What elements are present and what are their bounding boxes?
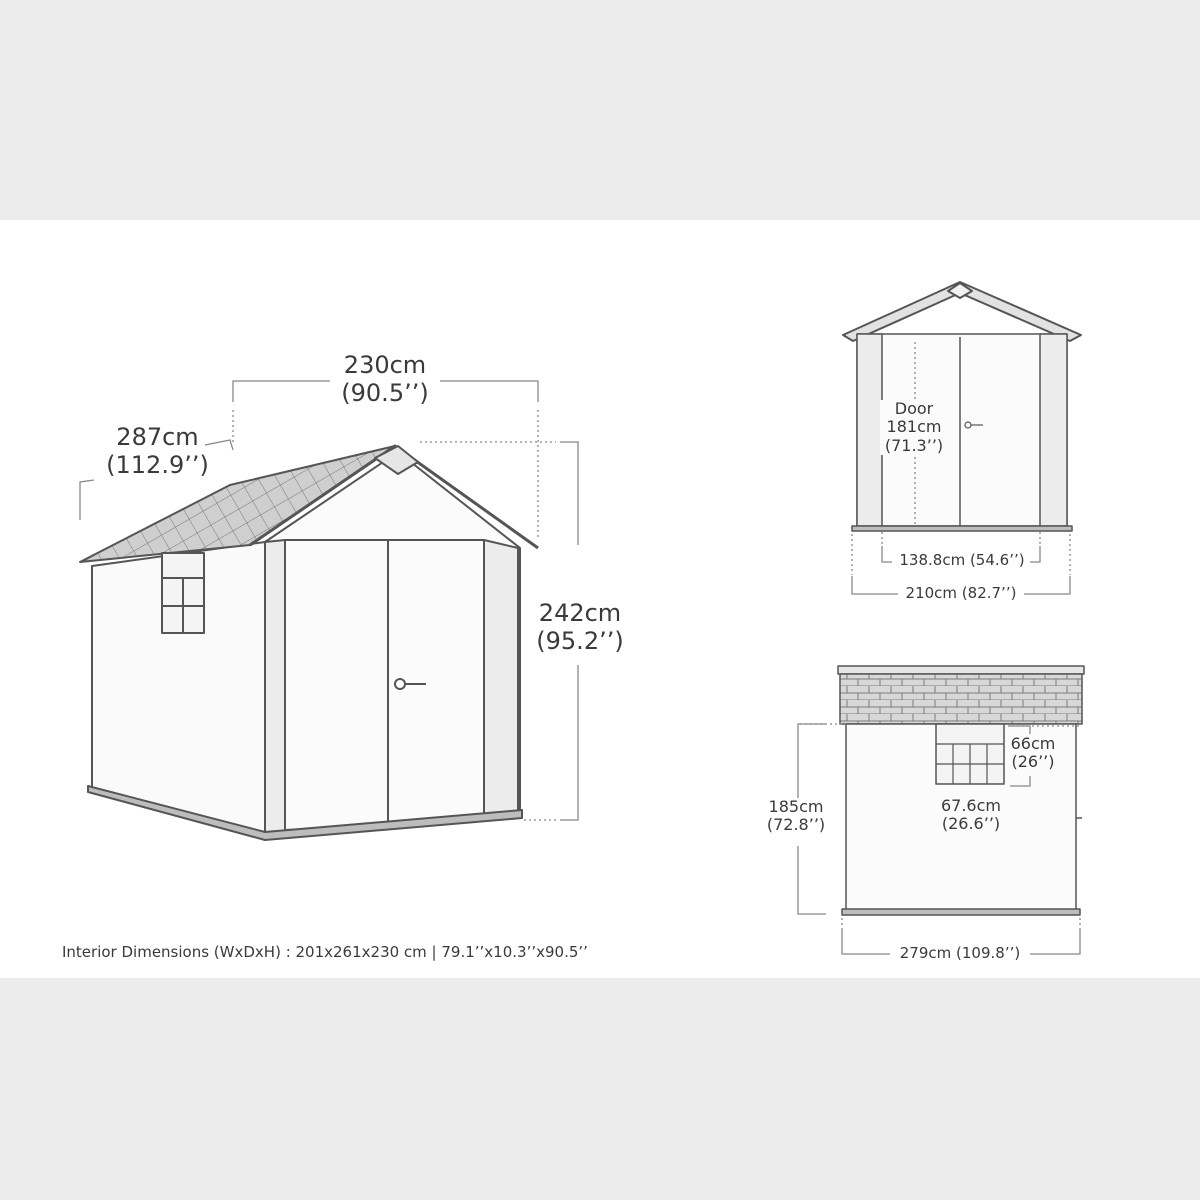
door-width-label: 138.8cm (54.6’’): [899, 551, 1025, 569]
side-roof: [840, 674, 1082, 724]
front-post-left: [857, 334, 882, 526]
window-width-cm: 67.6cm: [940, 796, 1001, 815]
side-view: [838, 666, 1084, 915]
door-handle: [395, 679, 405, 689]
front-post-right: [1040, 334, 1067, 526]
window-height-label: [1004, 735, 1062, 772]
door-height-in: (71.3’’): [884, 435, 944, 455]
main-shed: [80, 446, 538, 840]
main-depth-cm: 287cm: [116, 423, 199, 451]
wall-height-in: (72.8’’): [766, 815, 826, 835]
main-width-label: [335, 352, 435, 407]
door-left: [285, 540, 388, 830]
corner-post-left: [265, 540, 285, 834]
main-width-cm: 230cm: [343, 351, 427, 379]
front-view: [843, 282, 1081, 531]
side-base: [842, 909, 1080, 915]
side-total-depth-label: 279cm (109.8’’): [899, 944, 1021, 962]
window-width-label: [936, 797, 1006, 834]
wall-height-cm: 185cm: [768, 797, 824, 816]
window-width-in: (26.6’’): [941, 814, 1001, 834]
main-depth-in: (112.9’’): [106, 450, 209, 479]
main-width-in: (90.5’’): [341, 378, 429, 407]
main-height-in: (95.2’’): [536, 626, 624, 655]
interior-dimensions-text: Interior Dimensions (WxDxH) : 201x261x230 cm | 79.1’’x10.3’’x90.5’’: [62, 943, 588, 961]
front-total-width-label: 210cm (82.7’’): [905, 584, 1017, 602]
door-height-cm: 181cm: [886, 417, 942, 437]
side-roof-trim: [838, 666, 1084, 674]
front-base: [852, 526, 1072, 531]
door-height-label: [880, 400, 948, 455]
main-height-label: [530, 600, 630, 655]
wall-height-label: [766, 798, 826, 835]
door-label: Door: [894, 399, 934, 418]
window-height-cm: 66cm: [1010, 734, 1056, 753]
main-depth-label: [100, 424, 215, 479]
window-height-in: (26’’): [1011, 752, 1055, 772]
main-height-cm: 242cm: [538, 599, 622, 627]
corner-post-right: [484, 540, 518, 815]
